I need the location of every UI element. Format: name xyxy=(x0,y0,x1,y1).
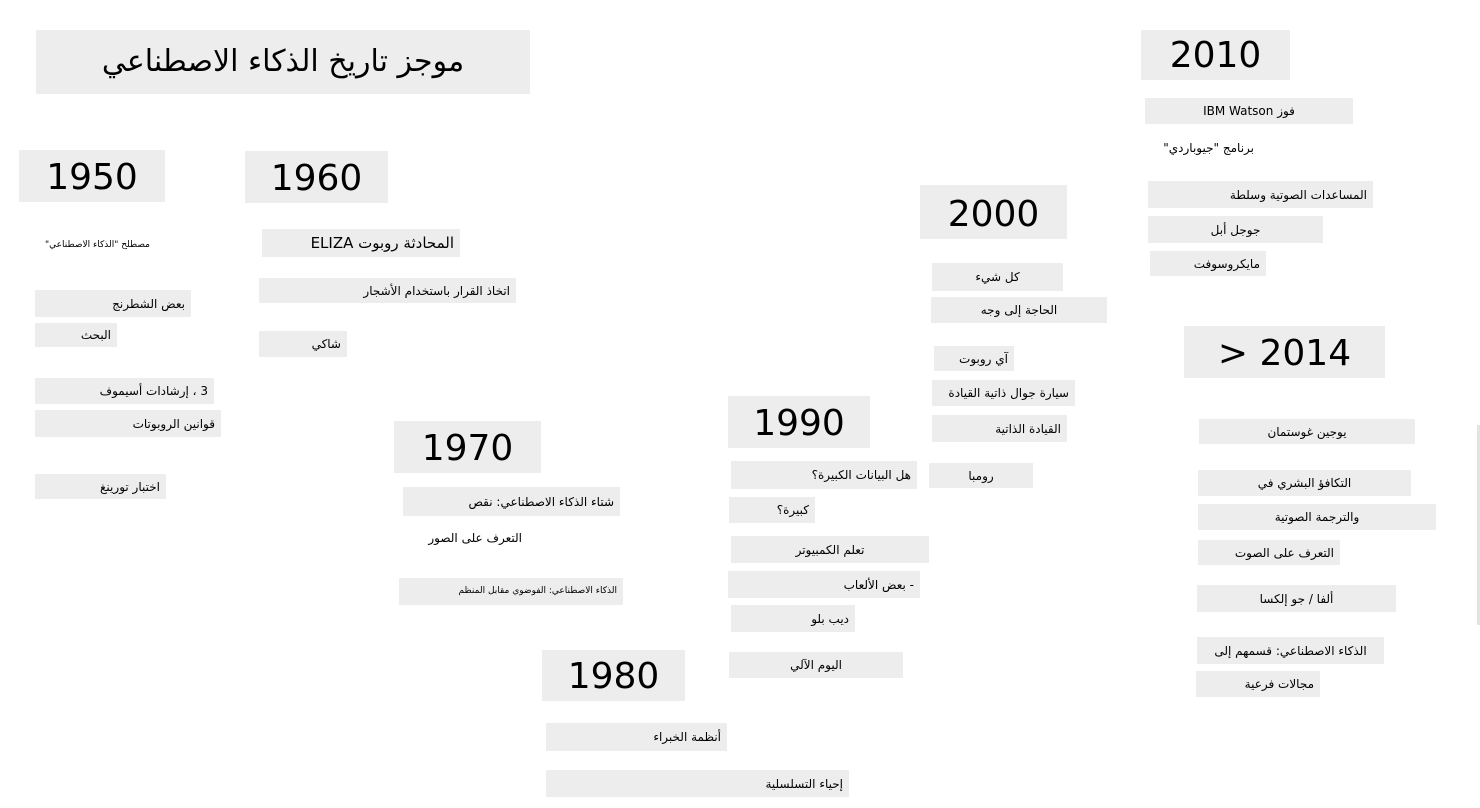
era-1950-item: بعض الشطرنج xyxy=(35,290,191,317)
era-1990-item: - بعض الألعاب xyxy=(728,571,920,598)
year-label-1970: 1970 xyxy=(394,421,541,473)
year-label-2010: 2010 xyxy=(1141,30,1290,80)
era-2000-item: القيادة الذاتية xyxy=(932,415,1067,442)
page-title: موجز تاريخ الذكاء الاصطناعي xyxy=(36,30,530,94)
year-label-1980: 1980 xyxy=(542,650,685,701)
year-label-2014: > 2014 xyxy=(1184,326,1385,378)
era-2014-item: مجالات فرعية xyxy=(1196,671,1320,697)
year-label-1990: 1990 xyxy=(728,396,870,448)
era-1990-item: اليوم الآلي xyxy=(729,652,903,678)
era-1960-item: المحادثة روبوت ELIZA xyxy=(262,229,460,257)
era-2010-item: مايكروسوفت xyxy=(1150,251,1266,276)
era-2010-item: فوز IBM Watson xyxy=(1145,98,1353,124)
era-2014-item: ألفا / جو إلكسا xyxy=(1197,585,1396,612)
era-2000-item: آي روبوت xyxy=(934,346,1014,371)
era-1990-item: هل البيانات الكبيرة؟ xyxy=(731,461,917,489)
era-1950-item: 3 ، إرشادات أسيموف xyxy=(35,378,214,404)
era-1960-item: اتخاذ القرار باستخدام الأشجار xyxy=(259,278,516,303)
era-2014-item: يوجين غوستمان xyxy=(1199,419,1415,444)
era-1950-item: البحث xyxy=(35,323,117,347)
era-2014-item: والترجمة الصوتية xyxy=(1198,504,1436,530)
era-1990-item: تعلم الكمبيوتر xyxy=(731,536,929,563)
year-label-1950: 1950 xyxy=(19,150,165,202)
era-2010-item: برنامج "جيوباردي" xyxy=(1163,141,1254,155)
era-1970-item: الذكاء الاصطناعي: الفوضوي مقابل المنظم xyxy=(399,578,623,605)
era-1970-item: شتاء الذكاء الاصطناعي: نقص xyxy=(403,487,620,516)
era-2014-item: التعرف على الصوت xyxy=(1198,540,1340,565)
era-2010-item: جوجل أبل xyxy=(1148,216,1323,243)
era-1980-item: أنظمة الخبراء xyxy=(546,723,727,751)
year-label-1960: 1960 xyxy=(245,151,388,203)
era-1950-item: قوانين الروبوتات xyxy=(35,410,221,437)
era-2014-item: التكافؤ البشري في xyxy=(1198,470,1411,496)
era-2000-item: الحاجة إلى وجه xyxy=(931,297,1107,323)
era-1950-item: مصطلح "الذكاء الاصطناعي" xyxy=(44,239,150,250)
era-1970-item: التعرف على الصور xyxy=(428,531,522,545)
year-label-2000: 2000 xyxy=(920,185,1067,239)
era-2000-item: سيارة جوال ذاتية القيادة xyxy=(932,380,1075,406)
era-1980-item: إحياء التسلسلية xyxy=(546,770,849,797)
era-2000-item: كل شيء xyxy=(932,263,1063,291)
era-2010-item: المساعدات الصوتية وسلطة xyxy=(1148,181,1373,208)
era-1960-item: شاكي xyxy=(259,331,347,357)
era-1990-item: كبيرة؟ xyxy=(729,497,815,523)
era-1950-item: اختبار تورينغ xyxy=(35,474,166,499)
era-2014-item: الذكاء الاصطناعي: قسمهم إلى xyxy=(1197,637,1384,664)
era-2000-item: رومبا xyxy=(929,463,1033,488)
era-1990-item: ديب بلو xyxy=(731,605,855,632)
